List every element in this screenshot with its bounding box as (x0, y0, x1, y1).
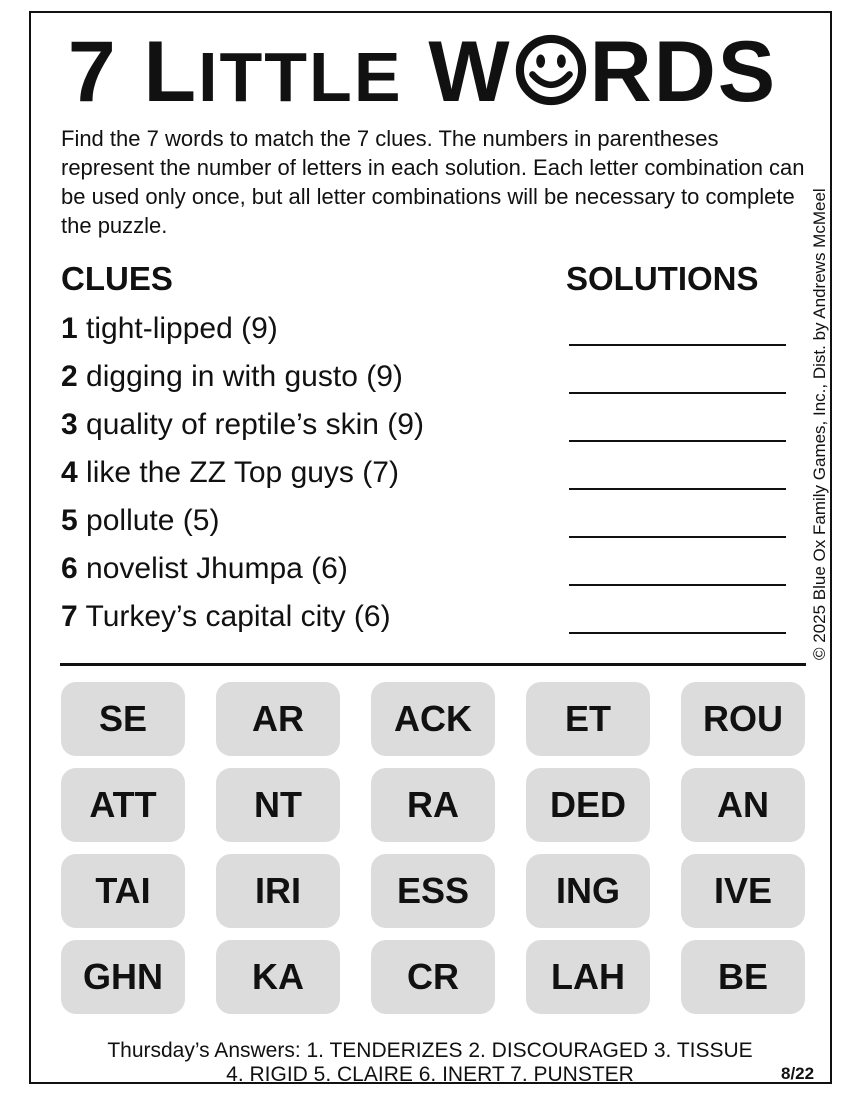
clue-1 (61, 311, 278, 347)
solutions-header: SOLUTIONS (566, 260, 759, 297)
solution-blank-7[interactable] (569, 632, 786, 634)
puzzle-date: 8/22 (781, 1064, 815, 1083)
clue-number: 6 (61, 552, 78, 585)
instructions-text: Find the 7 words to match the 7 clues. The numbers in parentheses represent the number of letters in each solution. Each letter combination can be used only once, but all letter combinations will be necessary to complete the puzzle. (61, 126, 805, 238)
clue-4 (61, 455, 399, 491)
letter-tile[interactable]: ROU (681, 682, 805, 756)
previous-answers-line-1: Thursday’s Answers: 1. TENDERIZES 2. DISCOURAGED 3. TISSUE (107, 1039, 753, 1062)
letter-tile[interactable]: SE (61, 682, 185, 756)
clue-number: 4 (61, 456, 78, 489)
clue-text: digging in with gusto (9) (86, 360, 403, 393)
clue-number: 2 (61, 360, 78, 393)
letter-tile[interactable]: IRI (216, 854, 340, 928)
clue-text: quality of reptile’s skin (9) (86, 408, 424, 441)
clue-2 (61, 359, 403, 395)
clue-text: tight-lipped (9) (86, 312, 278, 345)
letter-tile[interactable]: NT (216, 768, 340, 842)
clue-number: 7 (61, 600, 78, 633)
letter-tile[interactable]: DED (526, 768, 650, 842)
copyright-credit: © 2025 Blue Ox Family Games, Inc., Dist. by Andrews McMeel (810, 188, 829, 660)
solution-blank-1[interactable] (569, 344, 786, 346)
letter-tile[interactable]: KA (216, 940, 340, 1014)
clue-text: pollute (5) (86, 504, 220, 537)
clue-text: Turkey’s capital city (6) (85, 600, 391, 633)
letter-tile[interactable]: CR (371, 940, 495, 1014)
letter-tile[interactable]: ING (526, 854, 650, 928)
letter-tile[interactable]: TAI (61, 854, 185, 928)
letter-tile[interactable]: AR (216, 682, 340, 756)
letter-tile[interactable]: IVE (681, 854, 805, 928)
clue-text: novelist Jhumpa (6) (86, 552, 348, 585)
letter-tile[interactable]: ESS (371, 854, 495, 928)
solution-blank-4[interactable] (569, 488, 786, 490)
clue-6 (61, 551, 348, 587)
solution-blank-3[interactable] (569, 440, 786, 442)
smiley-face-icon (514, 33, 588, 107)
letter-tile[interactable]: ACK (371, 682, 495, 756)
letter-tile[interactable]: LAH (526, 940, 650, 1014)
clue-number: 3 (61, 408, 78, 441)
clue-number: 5 (61, 504, 78, 537)
solution-blank-2[interactable] (569, 392, 786, 394)
letter-tile[interactable]: RA (371, 768, 495, 842)
clue-3 (61, 407, 424, 443)
letter-tile[interactable]: BE (681, 940, 805, 1014)
clues-header: CLUES (61, 260, 173, 297)
clue-number: 1 (61, 312, 78, 345)
puzzle-title: 7 LITTLE W RDS (67, 24, 778, 120)
solution-blank-5[interactable] (569, 536, 786, 538)
clue-5 (61, 503, 219, 539)
letter-tile[interactable]: AN (681, 768, 805, 842)
solution-blank-6[interactable] (569, 584, 786, 586)
divider-line (60, 663, 806, 666)
letter-tile[interactable]: ATT (61, 768, 185, 842)
clue-7 (61, 599, 391, 635)
clue-text: like the ZZ Top guys (7) (86, 456, 399, 489)
previous-answers-line-2: 4. RIGID 5. CLAIRE 6. INERT 7. PUNSTER (226, 1063, 634, 1086)
letter-tile[interactable]: GHN (61, 940, 185, 1014)
letter-tile[interactable]: ET (526, 682, 650, 756)
